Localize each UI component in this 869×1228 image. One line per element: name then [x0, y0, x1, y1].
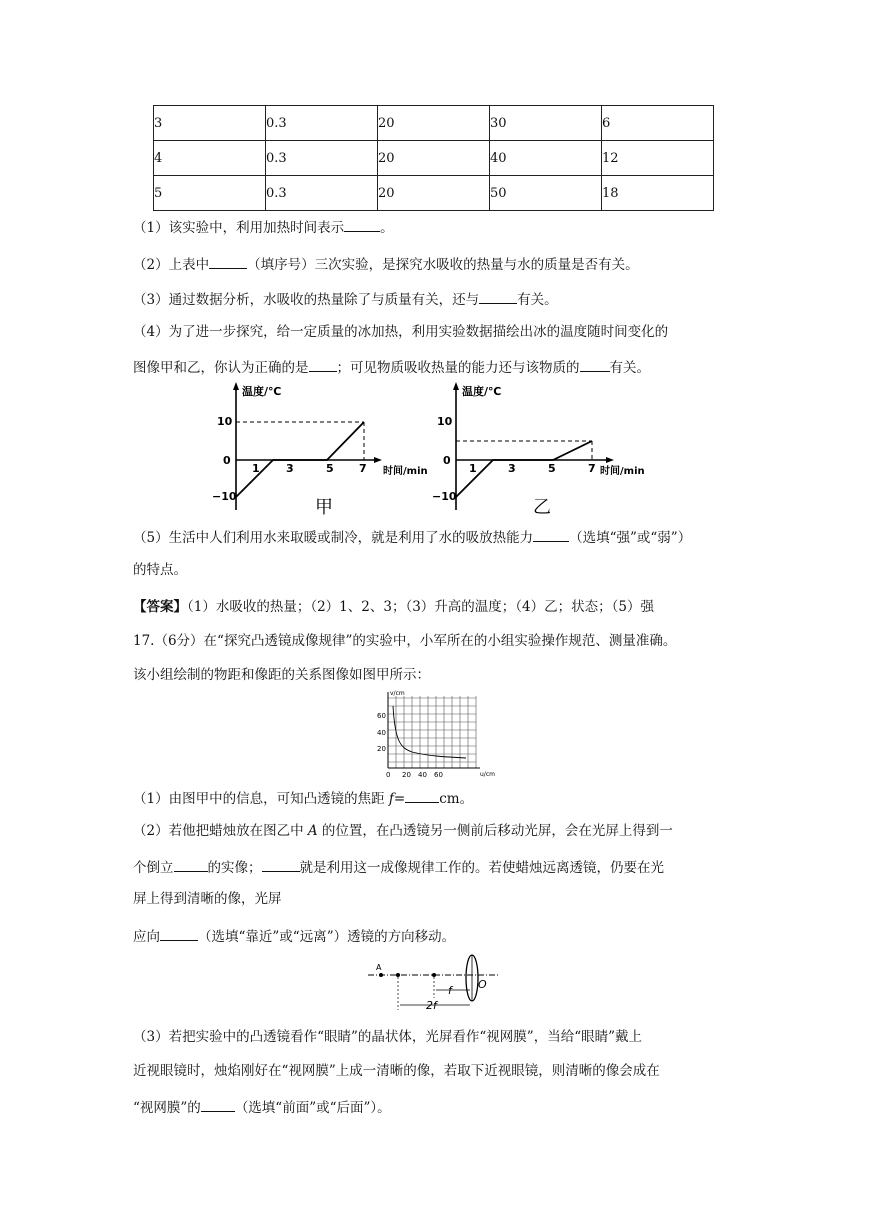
graph-jia — [200, 380, 428, 518]
tick-x7: 7 — [359, 462, 367, 475]
question-5-line1: （5）生活中人们利用水来取暖或制冷，就是利用了水的吸放热能力 （选填“强”或“弱”） — [133, 527, 691, 547]
tick-ym10: −10 — [212, 490, 237, 503]
answer-blank — [209, 254, 247, 269]
table-cell: 20 — [378, 106, 490, 141]
question-5-line2: 的特点。 — [133, 562, 187, 578]
question-2: （2）上表中 （填序号）三次实验，是探究水吸收的热量与水的质量是否有关。 — [133, 254, 639, 274]
table-cell: 5 — [154, 176, 266, 211]
question-17-line1: 17.（6分）在“探究凸透镜成像规律”的实验中，小军所在的小组实验操作规范、测量准确。 — [133, 633, 677, 649]
graph-caption: 甲 — [315, 497, 333, 518]
answer-blank — [479, 289, 517, 304]
table-cell: 20 — [378, 176, 490, 211]
question-17-2-line1: （2）若他把蜡烛放在图乙中 A 的位置，在凸透镜另一侧前后移动光屏，会在光屏上得到一 — [133, 823, 673, 839]
question-1: （1）该实验中，利用加热时间表示 。 — [133, 217, 394, 237]
tick-x5: 5 — [548, 462, 556, 475]
answer-line — [133, 598, 654, 616]
x-axis-label: u/cm — [480, 771, 495, 778]
point-a-label: A — [376, 963, 382, 972]
point-2f — [396, 973, 400, 977]
tick-ym10: −10 — [432, 490, 457, 503]
x-axis-label: 时间/min — [383, 466, 428, 477]
tick-x60: 60 — [434, 771, 443, 779]
graph-caption: 乙 — [533, 497, 551, 518]
table-cell: 50 — [490, 176, 602, 211]
answer-text: （1）水吸收的热量；（2）1、2、3；（3）升高的温度；（4）乙；状态；（5）强 — [187, 599, 654, 615]
table-cell: 20 — [378, 141, 490, 176]
table-row — [154, 106, 714, 141]
y-axis-arrow — [233, 382, 239, 390]
y-axis-label: 温度/℃ — [242, 385, 282, 398]
table-cell: 0.3 — [266, 141, 378, 176]
table-row — [154, 176, 714, 211]
question-4-line1: （4）为了进一步探究，给一定质量的冰加热，利用实验数据描绘出冰的温度随时间变化的 — [133, 324, 669, 340]
table-cell: 4 — [154, 141, 266, 176]
tick-x3: 3 — [508, 462, 516, 475]
tick-x40: 40 — [418, 771, 427, 779]
o-label: O — [478, 978, 487, 991]
tick-x0: 0 — [386, 771, 391, 779]
uv-graph — [366, 688, 498, 780]
answer-blank — [309, 357, 337, 372]
table-row — [154, 141, 714, 176]
answer-blank — [580, 357, 610, 372]
tick-y0: 0 — [223, 454, 231, 467]
answer-label: 【答案】 — [133, 599, 187, 615]
tick-y60: 60 — [377, 712, 386, 720]
tick-y20: 20 — [377, 745, 386, 753]
answer-blank — [262, 857, 300, 872]
answer-blank — [160, 926, 198, 941]
y-axis-arrow — [453, 382, 459, 390]
tick-y10: 10 — [217, 415, 233, 428]
point-f — [432, 973, 436, 977]
question-17-2-line4: 应向 （选填“靠近”或“远离”）透镜的方向移动。 — [133, 926, 455, 946]
table-cell: 18 — [602, 176, 714, 211]
question-17-line2: 该小组绘制的物距和像距的关系图像如图甲所示： — [133, 667, 430, 683]
lens-figure — [366, 950, 502, 1016]
question-17-2-line2: 个倒立 的实像； 就是利用这一成像规律工作的。若使蜡烛远离透镜，仍要在光 — [133, 857, 664, 877]
table-cell: 12 — [602, 141, 714, 176]
tick-x5: 5 — [326, 462, 334, 475]
question-17-2-line3: 屏上得到清晰的像，光屏 — [133, 891, 282, 907]
question-17-1: （1）由图甲中的信息，可知凸透镜的焦距 f= cm。 — [133, 788, 473, 808]
tick-x1: 1 — [469, 462, 477, 475]
table-cell: 0.3 — [266, 176, 378, 211]
answer-blank — [405, 788, 439, 803]
grid — [388, 696, 476, 768]
point-a — [379, 973, 383, 977]
question-17-3-line3: “视网膜”的 （选填“前面”或“后面”）。 — [133, 1097, 391, 1117]
question-17-3-line2: 近视眼镜时，烛焰刚好在“视网膜”上成一清晰的像，若取下近视眼镜，则清晰的像会成在 — [133, 1063, 660, 1079]
tick-x7: 7 — [588, 462, 596, 475]
answer-blank — [201, 1097, 235, 1112]
table-cell: 0.3 — [266, 106, 378, 141]
tick-y0: 0 — [443, 454, 451, 467]
answer-blank — [344, 217, 380, 232]
tick-x3: 3 — [286, 462, 294, 475]
answer-blank — [533, 527, 569, 542]
table-cell: 40 — [490, 141, 602, 176]
y-axis-label: 温度/℃ — [462, 385, 502, 398]
question-3: （3）通过数据分析，水吸收的热量除了与质量有关，还与 有关。 — [133, 289, 558, 309]
x-axis-label: 时间/min — [600, 466, 645, 477]
table-cell: 6 — [602, 106, 714, 141]
x-axis-arrow — [374, 457, 382, 463]
2f-label: 2f — [426, 999, 437, 1012]
answer-blank — [174, 857, 208, 872]
question-17-3-line1: （3）若把实验中的凸透镜看作“眼睛”的晶状体，光屏看作“视网膜”，当给“眼睛”戴上 — [133, 1029, 642, 1045]
tick-x1: 1 — [252, 462, 260, 475]
x-axis-arrow — [606, 457, 614, 463]
f-label: f — [448, 984, 452, 997]
question-4-line2: 图像甲和乙，你认为正确的是 ；可见物质吸收热量的能力还与该物质的 有关。 — [133, 357, 650, 377]
tick-y10: 10 — [437, 415, 453, 428]
table-cell: 30 — [490, 106, 602, 141]
table-cell: 3 — [154, 106, 266, 141]
tick-y40: 40 — [377, 729, 386, 737]
y-axis-label: v/cm — [390, 690, 405, 697]
experiment-table — [153, 105, 714, 211]
graph-yi — [420, 380, 656, 518]
tick-x20: 20 — [402, 771, 411, 779]
